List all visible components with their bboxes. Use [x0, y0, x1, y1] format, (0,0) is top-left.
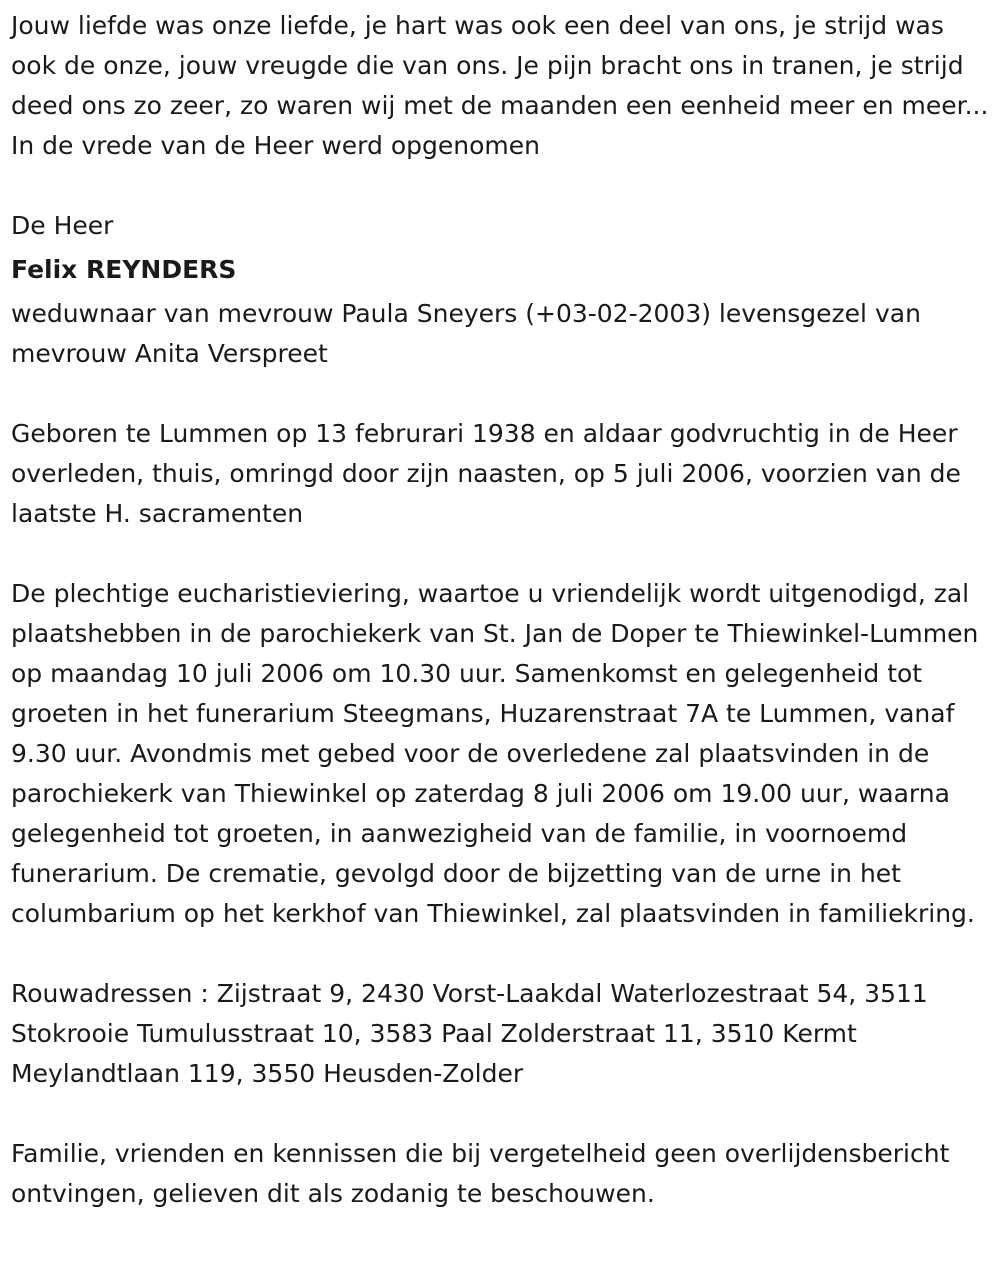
spacer [11, 374, 996, 414]
birth-death-text: Geboren te Lummen op 13 februrari 1938 en aldaar godvruchtig in de Heer overleden, thuis, omringd door zijn naasten, op 5 juli 2006, voorzien van de laatste H. sacramenten [11, 419, 961, 528]
closing-text: Familie, vrienden en kennissen die bij vergetelheid geen overlijdensbericht ontvingen, gelieven dit als zodanig te beschouwen. [11, 1139, 950, 1208]
spacer [11, 534, 996, 574]
spacer [11, 166, 996, 206]
deceased-name: Felix REYNDERS [11, 255, 237, 284]
addresses-text: Rouwadressen : Zijstraat 9, 2430 Vorst-Laakdal Waterlozestraat 54, 3511 Stokrooie Tumulusstraat 10, 3583 Paal Zolderstraat 11, 3510 Kermt Meylandtlaan 119, 3550 Heusden-Zolder [11, 979, 928, 1088]
title-prefix: De Heer [11, 211, 114, 240]
obituary-notice [11, 6, 996, 1214]
spacer [11, 1094, 996, 1134]
spacer [11, 934, 996, 974]
ceremony-text: De plechtige eucharistieviering, waartoe u vriendelijk wordt uitgenodigd, zal plaatshebben in de parochiekerk van St. Jan de Doper te Thiewinkel-Lummen op maandag 10 juli 2006 om 10.30 uur. Samenkomst en gelegenheid tot groeten in het funerarium Steegmans, Huzarenstraat 7A te Lummen, vanaf 9.30 uur. Avondmis met gebed voor de overledene zal plaatsvinden in de parochiekerk van Thiewinkel op zaterdag 8 juli 2006 om 19.00 uur, waarna gelegenheid tot groeten, in aanwezigheid van de familie, in voornoemd funerarium. De crematie, gevolgd door de bijzetting van de urne in het columbarium op het kerkhof van Thiewinkel, zal plaatsvinden in familiekring. [11, 579, 979, 928]
relation-text: weduwnaar van mevrouw Paula Sneyers (+03-02-2003) levensgezel van mevrouw Anita Verspreet [11, 299, 921, 368]
intro-poem: Jouw liefde was onze liefde, je hart was ook een deel van ons, je strijd was ook de onze, jouw vreugde die van ons. Je pijn bracht ons in tranen, je strijd deed ons zo zeer, zo waren wij met de maanden een eenheid meer en meer... In de vrede van de Heer werd opgenomen [11, 11, 989, 160]
